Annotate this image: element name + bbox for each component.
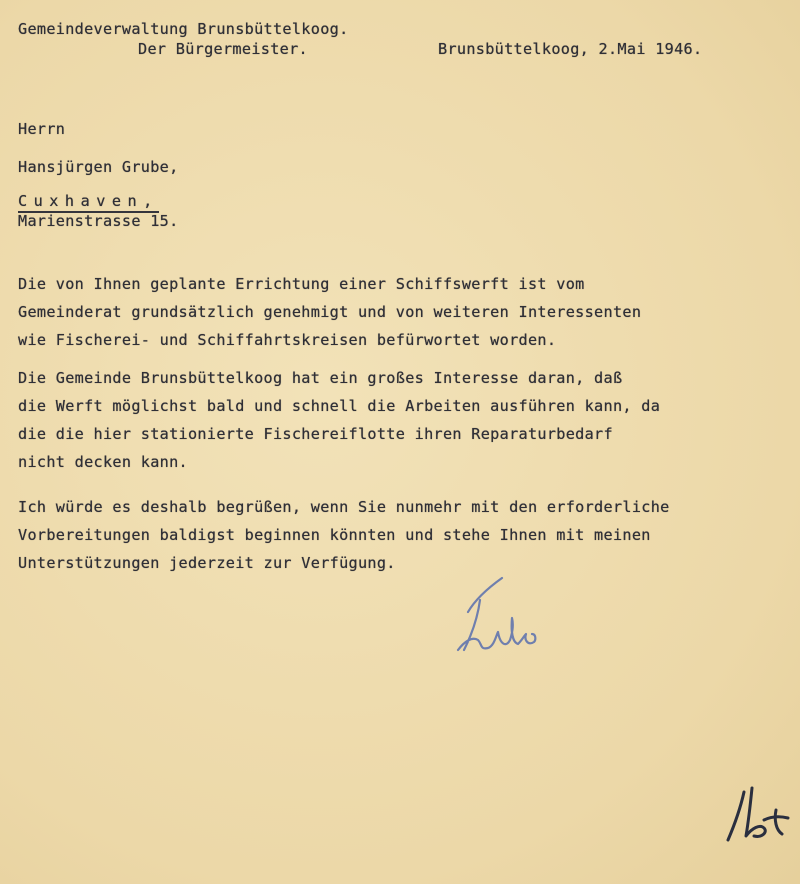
body-line: Die von Ihnen geplante Errichtung einer Schiffswerft ist vom	[18, 275, 585, 293]
body-line: Gemeinderat grundsätzlich genehmigt und von weiteren Interessenten	[18, 303, 642, 321]
body-line: wie Fischerei- und Schiffahrtskreisen befürwortet worden.	[18, 331, 557, 349]
body-line: nicht decken kann.	[18, 453, 188, 471]
body-line: Die Gemeinde Brunsbüttelkoog hat ein großes Interesse daran, daß	[18, 369, 623, 387]
body-line: Unterstützungen jederzeit zur Verfügung.	[18, 554, 396, 572]
body-line: Ich würde es deshalb begrüßen, wenn Sie nunmehr mit den erforderliche	[18, 498, 670, 516]
place-date: Brunsbüttelkoog, 2.Mai 1946.	[438, 40, 703, 58]
body-line: die Werft möglichst bald und schnell die Arbeiten ausführen kann, da	[18, 397, 661, 415]
recipient-city: Cuxhaven,	[18, 192, 159, 213]
recipient-salutation: Herrn	[18, 120, 66, 138]
recipient-name: Hansjürgen Grube,	[18, 158, 179, 176]
sender-organization: Gemeindeverwaltung Brunsbüttelkoog.	[18, 20, 349, 38]
body-line: Vorbereitungen baldigst beginnen könnten und stehe Ihnen mit meinen	[18, 526, 651, 544]
body-line: die die hier stationierte Fischereiflotte ihren Reparaturbedarf	[18, 425, 613, 443]
handwritten-signature	[450, 570, 550, 670]
handwritten-initials-mark	[722, 780, 792, 850]
sender-role: Der Bürgermeister.	[138, 40, 308, 58]
recipient-street: Marienstrasse 15.	[18, 212, 179, 230]
